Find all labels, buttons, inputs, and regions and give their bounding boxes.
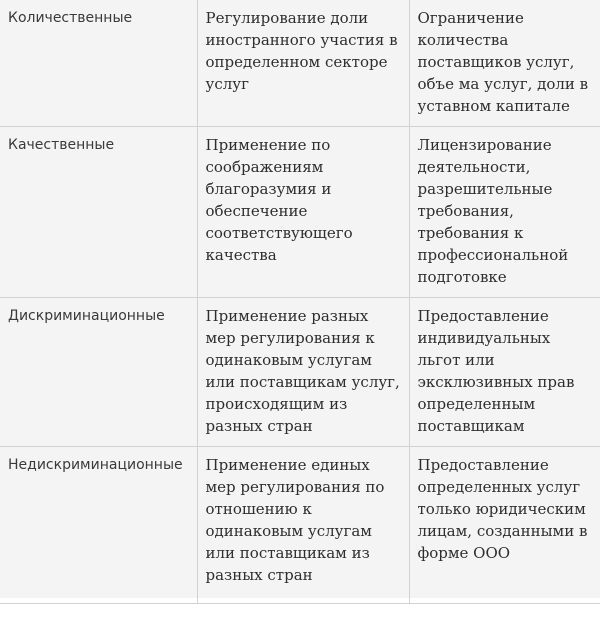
measure-example-cell: Лицензирование деятельности, разрешительные требования, требования к профессиональной подготовке [409,127,600,298]
table-row [0,0,600,127]
measure-example-cell: Ограничение количества поставщиков услуг, объе ма услуг, доли в уставном капитале [409,0,600,127]
measure-description-cell: Применение единых мер регулирования по отношению к одинаковым услугам или поставщикам из разных стран [197,447,409,604]
measure-example-cell: Предоставление индивидуальных льгот или эксклюзивных прав определенным поставщикам [409,298,600,447]
measure-description-cell: Применение разных мер регулирования к одинаковым услугам или поставщикам услуг, происходящим из разных стран [197,298,409,447]
measure-description-cell: Применение по соображениям благоразумия и обеспечение соответствующего качества [197,127,409,298]
measure-type-cell: Недискриминационные [0,447,197,604]
table-row [0,127,600,298]
table-row [0,447,600,604]
table-row [0,298,600,447]
measure-type-cell: Качественные [0,127,197,298]
measure-description-cell: Регулирование доли иностранного участия в определенном секторе услуг [197,0,409,127]
measure-example-cell: Предоставление определенных услуг только юридическим лицам, созданными в форме ООО [409,447,600,604]
measure-type-cell: Количественные [0,0,197,127]
measure-type-cell: Дискриминационные [0,298,197,447]
